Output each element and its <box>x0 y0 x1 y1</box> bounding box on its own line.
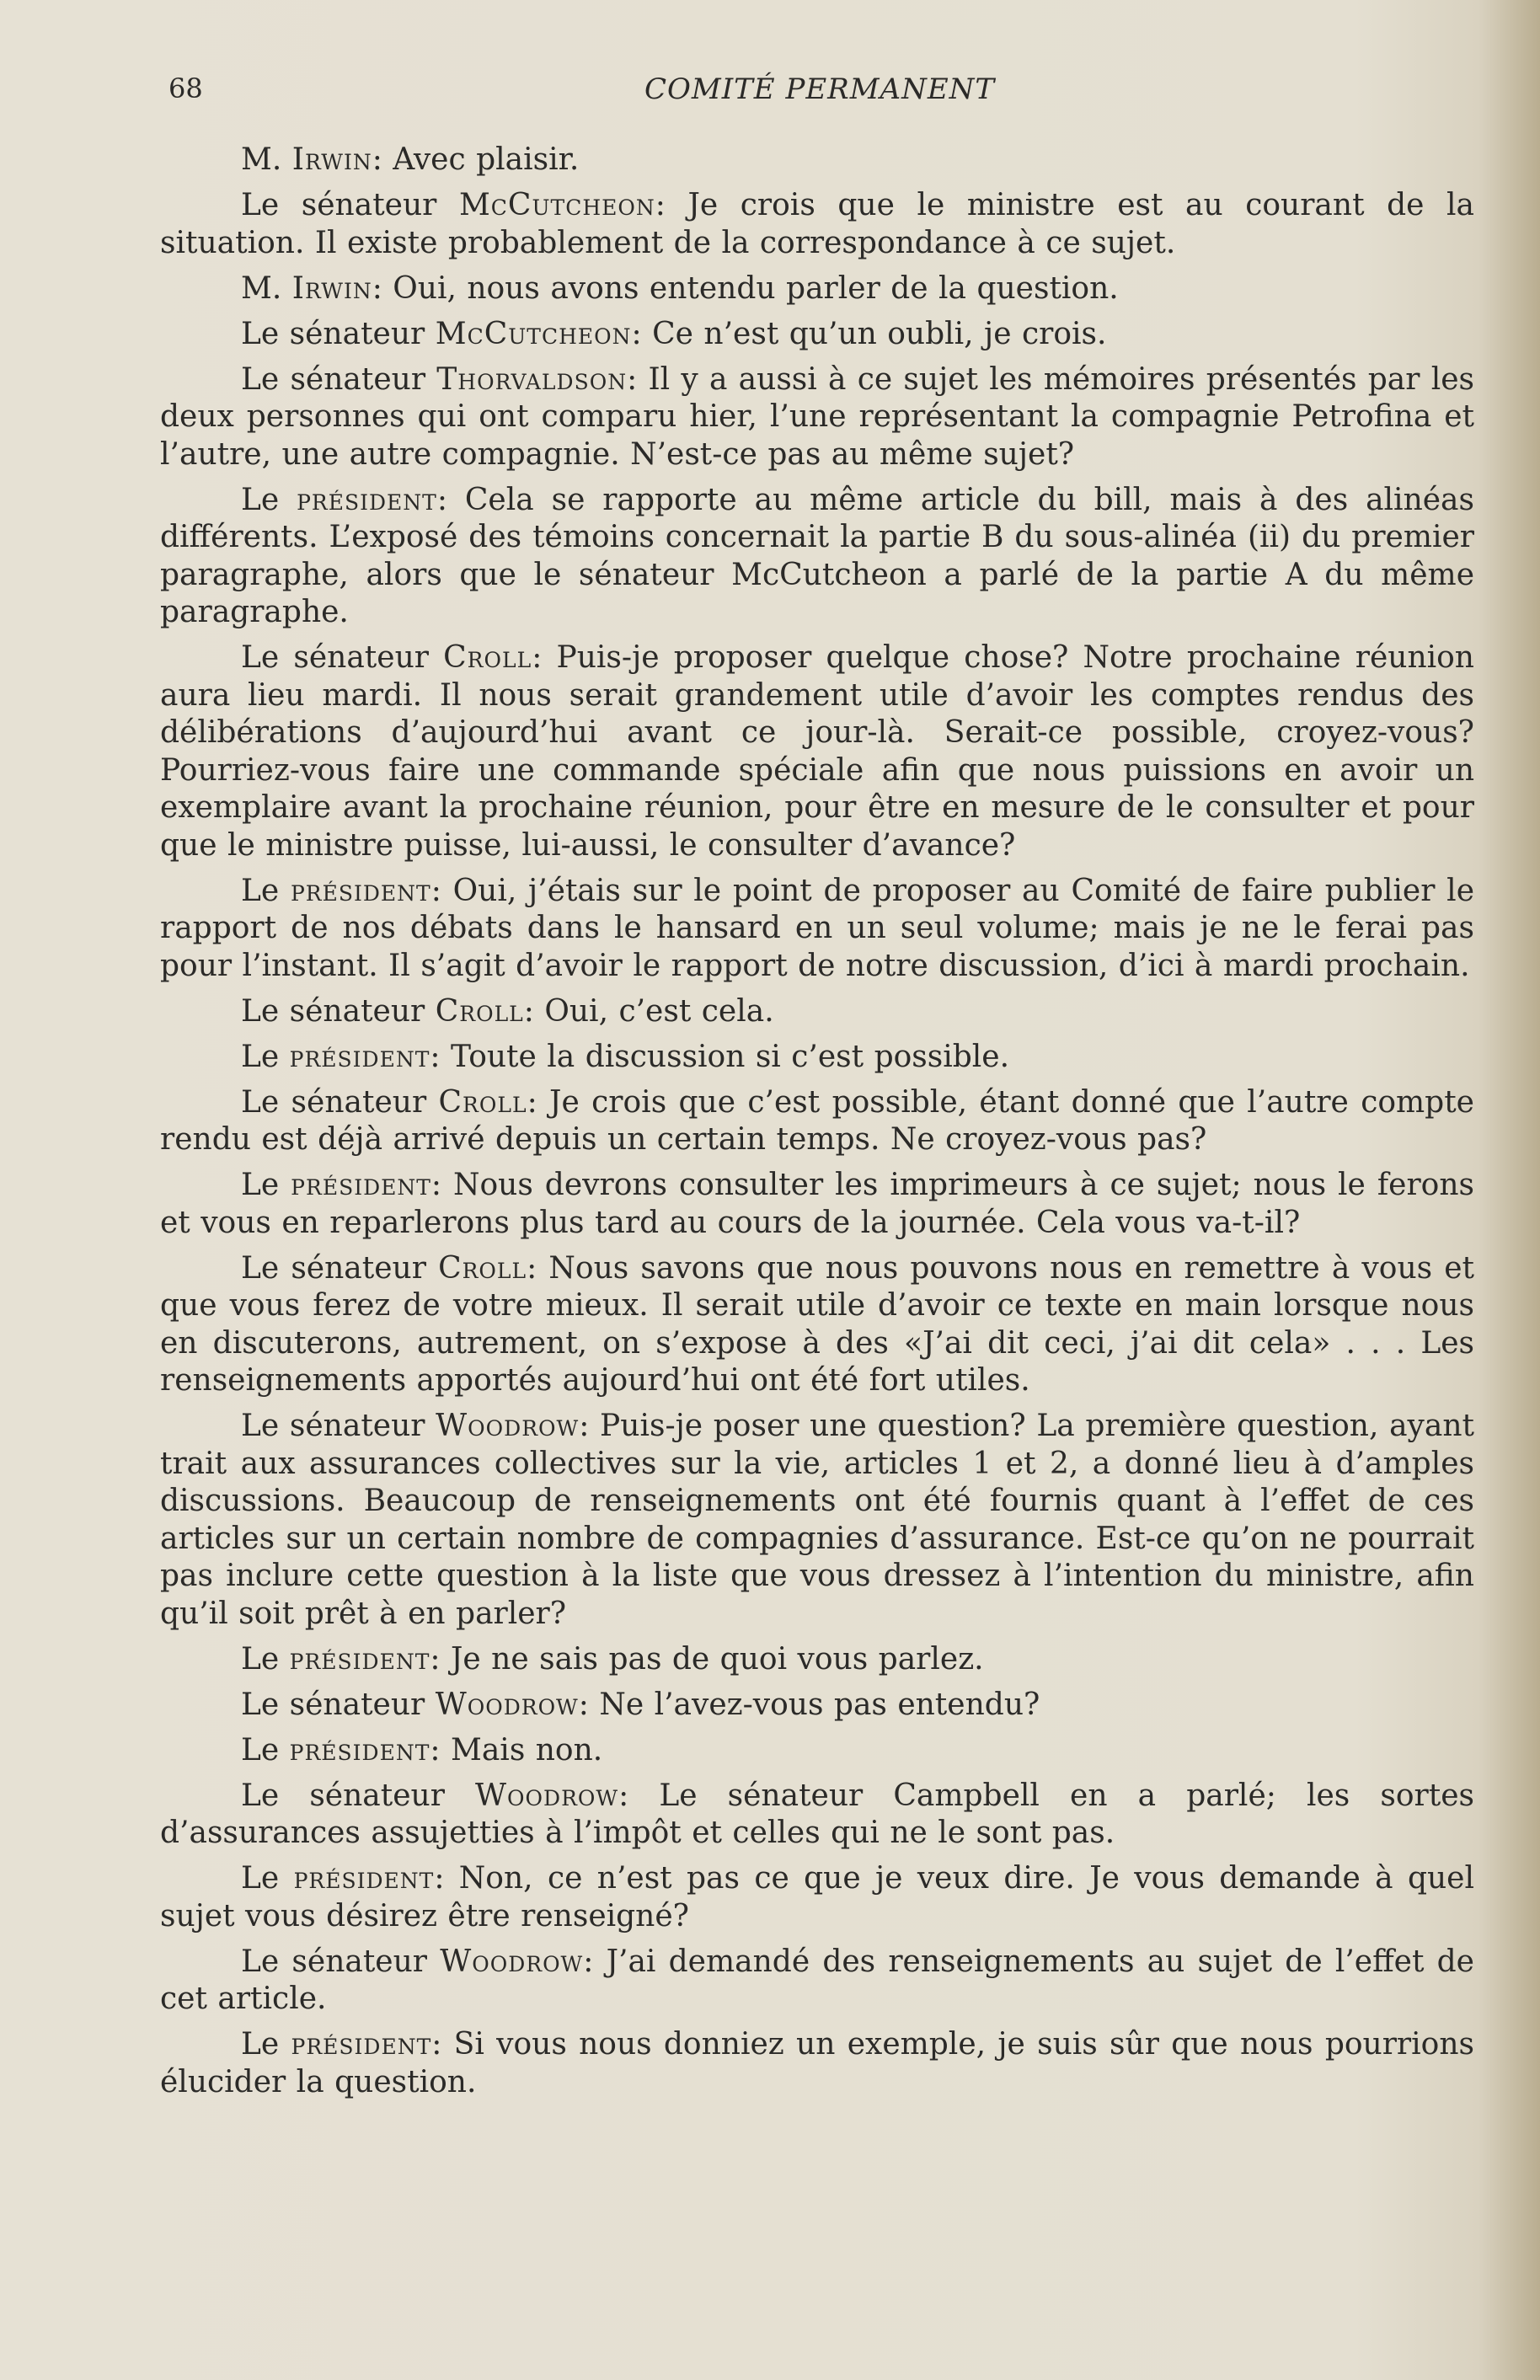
speaker-name: président <box>297 482 437 517</box>
paragraph-president: Le président: Si vous nous donniez un exemple, je suis sûr que nous pourrions élucider la question. <box>160 2027 1474 2099</box>
transcript-body <box>160 142 1474 2110</box>
paragraph-president: Le président: Nous devrons consulter les imprimeurs à ce sujet; nous le ferons et vous en reparlerons plus tard au cours de la journée. Cela vous va-t-il? <box>160 1168 1474 1240</box>
paragraph-thorvaldson: Le sénateur Thorvaldson: Il y a aussi à ce sujet les mémoires présentés par les deux personnes qui ont comparu hier, l’une représentant la compagnie Petrofina et l’autre, une autre compagnie. N’est-ce pas au même sujet? <box>160 361 1474 472</box>
paragraph-woodrow: Le sénateur Woodrow: Puis-je poser une question? La première question, ayant trait aux assurances collectives sur la vie, articles 1 et 2, a donné lieu à d’amples discussions. Beaucoup de renseignements ont été fournis quant à l’effet de ces articles sur un certain nombre de compagnies d’assurance. Est-ce qu’on ne pourrait pas inclure cette question à la liste que vous dressez à l’intention du ministre, afin qu’il soit prêt à en parler? <box>160 1409 1474 1631</box>
speaker-name: Thorvaldson <box>436 361 628 397</box>
paragraph-president: Le président: Cela se rapporte au même article du bill, mais à des alinéas différents. L’exposé des témoins concernait la partie B du sous-alinéa (ii) du premier paragraphe, alors que le sénateur McCutcheon a parlé de la partie A du même paragraphe. <box>160 482 1474 629</box>
speaker-name: Croll <box>438 1250 527 1286</box>
speaker-name: McCutcheon <box>435 316 632 351</box>
speaker-name: McCutcheon <box>458 188 655 222</box>
paragraph-president: Le président: Mais non. <box>241 1732 603 1768</box>
speaker-name: président <box>289 1732 430 1768</box>
paragraph-president: Le président: Toute la discussion si c’est possible. <box>241 1039 1010 1074</box>
paragraph-president: Le président: Oui, j’étais sur le point de proposer au Comité de faire publier le rapport de nos débats dans le hansard en un seul volume; mais je ne le ferai pas pour l’instant. Il s’agit d’avoir le rapport de notre discussion, d’ici à mardi prochain. <box>160 873 1474 983</box>
paragraph-croll: Le sénateur Croll: Puis-je proposer quelque chose? Notre prochaine réunion aura lieu mardi. Il nous serait grandement utile d’avoir les comptes rendus des délibérations d’aujourd’hui avant ce jour-là. Serait-ce possible, croyez-vous? Pourriez-vous faire une commande spéciale afin que nous puissions en avoir un exemplaire avant la prochaine réunion, pour être en mesure de le consulter et pour que le ministre puisse, lui-aussi, le consulter d’avance? <box>160 640 1474 863</box>
speaker-name: Woodrow <box>436 1409 580 1443</box>
speaker-name: président <box>289 1039 430 1074</box>
paragraph-croll: Le sénateur Croll: Nous savons que nous pouvons nous en remettre à vous et que vous ferez de votre mieux. Il serait utile d’avoir ce texte en main lorsque nous en discuterons, autrement, on s’expose à des «J’ai dit ceci, j’ai dit cela» . . . Les renseignements apportés aujourd’hui ont été fort utiles. <box>160 1250 1474 1398</box>
speaker-name: Croll <box>438 1084 527 1120</box>
paragraph-mccutcheon: Le sénateur McCutcheon: Je crois que le ministre est au courant de la situation. Il existe probablement de la correspondance à ce sujet. <box>160 188 1474 260</box>
paragraph-croll: Le sénateur Croll: Oui, c’est cela. <box>241 993 774 1029</box>
page-number: 68 <box>168 72 203 104</box>
paragraph-woodrow: Le sénateur Woodrow: Ne l’avez-vous pas entendu? <box>241 1687 1040 1722</box>
page-header <box>168 72 1483 115</box>
speaker-name: président <box>290 873 431 908</box>
speaker-name: président <box>293 1861 435 1896</box>
paragraph-president: Le président: Non, ce n’est pas ce que je veux dire. Je vous demande à quel sujet vous désirez être renseigné? <box>160 1861 1474 1933</box>
paragraph-croll: Le sénateur Croll: Je crois que c’est possible, étant donné que l’autre compte rendu est déjà arrivé depuis un certain temps. Ne croyez-vous pas? <box>160 1084 1474 1157</box>
speaker-name: président <box>291 2027 432 2062</box>
paragraph-irwin: M. Irwin: Avec plaisir. <box>241 142 580 177</box>
paragraph-mccutcheon: Le sénateur McCutcheon: Ce n’est qu’un oubli, je crois. <box>241 316 1107 351</box>
speaker-name: Irwin <box>291 142 372 177</box>
running-title: COMITÉ PERMANENT <box>644 72 996 106</box>
speaker-name: président <box>289 1641 430 1677</box>
paragraph-irwin: M. Irwin: Oui, nous avons entendu parler de la question. <box>241 270 1119 306</box>
speaker-name: Croll <box>443 640 532 675</box>
speaker-name: Woodrow <box>435 1687 579 1722</box>
paragraph-woodrow: Le sénateur Woodrow: Le sénateur Campbell en a parlé; les sortes d’assurances assujetties à l’impôt et celles qui ne le sont pas. <box>160 1778 1474 1850</box>
speaker-name: Woodrow <box>475 1778 619 1813</box>
paragraph-president: Le président: Je ne sais pas de quoi vous parlez. <box>241 1641 984 1677</box>
speaker-name: président <box>291 1168 431 1202</box>
speaker-name: Croll <box>435 993 524 1029</box>
paragraph-woodrow: Le sénateur Woodrow: J’ai demandé des renseignements au sujet de l’effet de cet article. <box>160 1944 1474 2016</box>
speaker-name: Woodrow <box>440 1944 584 1979</box>
speaker-name: Irwin <box>291 270 372 306</box>
